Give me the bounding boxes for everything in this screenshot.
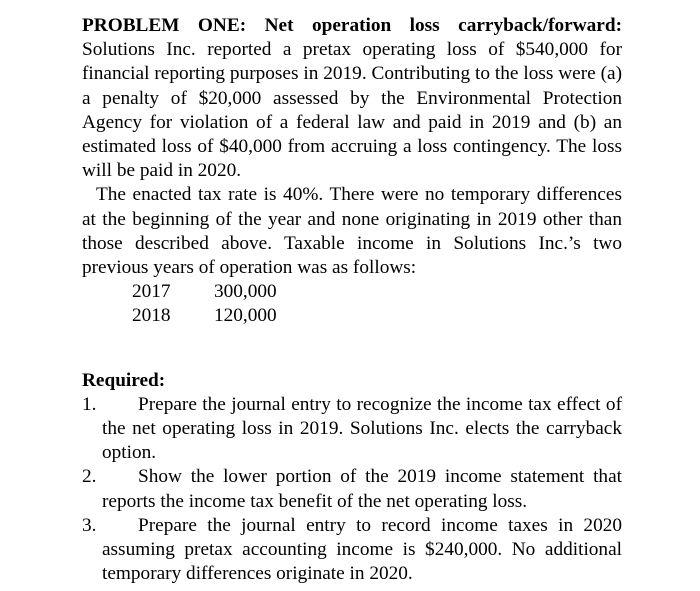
required-item-text: Show the lower portion of the 2019 income statement that reports the income tax benefit of the net operating loss. [102,466,622,512]
problem-paragraph-2: The enacted tax rate is 40%. There were no temporary differences at the beginning of the year and none originating in 2019 other than those described above. Taxable income in Solutions Inc.’s two previous years of operation was as follows: [82,184,622,279]
table-amount: 120,000 [214,305,277,327]
required-item-number: 3. [82,514,97,536]
problem-document [82,14,622,586]
problem-statement [82,14,622,183]
required-item-number: 2. [82,466,97,488]
required-item-text: Prepare the journal entry to record income taxes in 2020 assuming pretax accounting income is $240,000. No additional temporary differences originate in 2020. [102,514,622,585]
required-item-text: Prepare the journal entry to recognize the income tax effect of the net operating loss in 2019. Solutions Inc. elects the carryback option. [102,393,622,464]
required-item-2 [82,465,622,513]
table-row [132,304,622,328]
taxable-income-table [132,280,622,328]
required-heading: Required: [82,369,166,391]
problem-paragraph-1: Solutions Inc. reported a pretax operating loss of $540,000 for financial reporting purposes in 2019. Contributing to the loss were (a) a penalty of $20,000 assessed by the Environmental Protection Agency for violation of a federal law and paid in 2019 and (b) an estimated loss of $40,000 from accruing a loss contingency. The loss will be paid in 2020. [82,39,622,182]
table-year: 2018 [132,305,171,327]
required-item-1 [82,393,622,466]
table-year: 2017 [132,281,171,303]
required-item-3 [82,514,622,587]
table-row [132,280,622,304]
table-amount: 300,000 [214,281,277,303]
problem-title: PROBLEM ONE: Net operation loss carryback/forward: [82,15,622,36]
required-item-number: 1. [82,393,97,415]
section-spacer [82,329,622,369]
